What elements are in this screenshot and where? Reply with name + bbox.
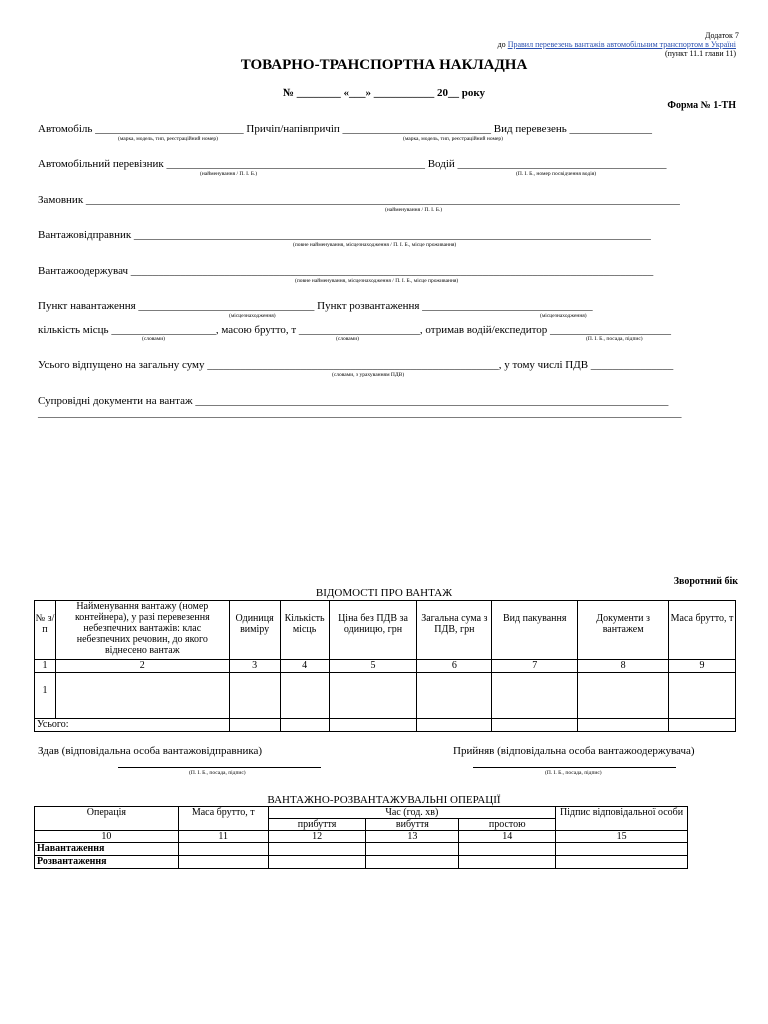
received-signature-line[interactable] <box>473 767 676 768</box>
col-idle: простою <box>459 819 556 831</box>
col-index: 15 <box>556 831 688 843</box>
driver-sign-caption: (П. І. Б., посада, підпис) <box>586 336 643 342</box>
vehicle-caption: (марка, модель, тип, реєстраційний номер) <box>118 136 218 142</box>
ops-cell[interactable] <box>556 856 688 869</box>
shipper-row: Вантажовідправник ______________________________________________________________________________________________ <box>38 229 651 241</box>
total-cell[interactable] <box>329 719 417 732</box>
total-label: Усього: <box>35 719 230 732</box>
carrier-row: Автомобільний перевізник _______________________________________________ Водій ______________________________________ <box>38 158 667 170</box>
col-index: 11 <box>178 831 268 843</box>
loading-caption: (місцезнаходження) <box>229 313 276 319</box>
col-index: 13 <box>366 831 459 843</box>
table-row <box>35 843 688 856</box>
col-index: 3 <box>229 660 280 673</box>
col-departure: вибуття <box>366 819 459 831</box>
reverse-side-label: Зворотний бік <box>673 576 738 587</box>
handed-signature-line[interactable] <box>118 767 321 768</box>
ops-header-row <box>35 807 688 819</box>
col-index: 1 <box>35 660 56 673</box>
total-cell[interactable] <box>280 719 329 732</box>
row-unloading: Розвантаження <box>35 856 179 869</box>
col-unit: Одиниця виміру <box>229 601 280 660</box>
col-documents: Документи з вантажем <box>578 601 669 660</box>
mass-caption: (словами) <box>336 336 359 342</box>
unloading-caption: (місцезнаходження) <box>540 313 587 319</box>
cargo-cell[interactable] <box>329 673 417 719</box>
point-label: (пункт 11.1 глави 11) <box>664 49 736 58</box>
col-index: 9 <box>669 660 736 673</box>
col-places: Кількість місць <box>280 601 329 660</box>
loading-point-row: Пункт навантаження ________________________________ Пункт розвантаження _______________________________ <box>38 300 593 312</box>
form-label: Форма № 1-ТН <box>667 100 736 111</box>
places-row: кількість місць ___________________, масою брутто, т ______________________, отримав водій/експедитор ______________________ <box>38 324 672 336</box>
cargo-section-title: ВІДОМОСТІ ПРО ВАНТАЖ <box>315 587 453 599</box>
row-loading: Навантаження <box>35 843 179 856</box>
cargo-cell[interactable] <box>229 673 280 719</box>
col-index: 2 <box>55 660 229 673</box>
vehicle-row: Автомобіль ___________________________ Причіп/напівпричіп ___________________________ Вид перевезень _______________ <box>38 123 653 135</box>
col-index: 8 <box>578 660 669 673</box>
col-index: 5 <box>329 660 417 673</box>
total-sum-caption: (словами, з урахуванням ПДВ) <box>332 372 405 378</box>
ops-cell[interactable] <box>459 856 556 869</box>
cargo-table <box>34 600 736 732</box>
accompanying-docs-line2: _____________________________________________________________________________________________________________________ <box>38 407 682 419</box>
ops-cell[interactable] <box>556 843 688 856</box>
ops-number-row <box>35 831 688 843</box>
ops-cell[interactable] <box>366 856 459 869</box>
total-cell[interactable] <box>578 719 669 732</box>
col-operation: Операція <box>35 807 179 831</box>
rules-link[interactable]: Правил перевезень вантажів автомобільним транспортом в Україні <box>507 40 736 49</box>
total-cell[interactable] <box>492 719 578 732</box>
col-index: 14 <box>459 831 556 843</box>
handed-caption: (П. І. Б., посада, підпис) <box>189 770 246 776</box>
operations-table <box>34 806 688 869</box>
consignee-row: Вантажоодержувач _______________________________________________________________________________________________ <box>38 265 654 277</box>
col-index: 4 <box>280 660 329 673</box>
col-packaging: Вид пакування <box>492 601 578 660</box>
cargo-total-row <box>35 719 736 732</box>
total-cell[interactable] <box>669 719 736 732</box>
col-cargo-name: Найменування вантажу (номер контейнера), у разі перевезення небезпечних вантажів: клас небезпечних речовин, до якого віднесено вантаж <box>55 601 229 660</box>
ops-cell[interactable] <box>268 856 366 869</box>
rules-prefix: до <box>497 40 508 49</box>
handed-over-label: Здав (відповідальна особа вантажовідправника) <box>38 745 263 757</box>
col-signature: Підпис відповідальної особи <box>556 807 688 831</box>
received-caption: (П. І. Б., посада, підпис) <box>545 770 602 776</box>
received-label: Прийняв (відповідальна особа вантажоодержувача) <box>453 745 695 757</box>
ops-cell[interactable] <box>178 856 268 869</box>
col-index: 12 <box>268 831 366 843</box>
total-sum-row: Усього відпущено на загальну суму _____________________________________________________, у тому числі ПДВ _______________ <box>38 359 674 371</box>
accompanying-docs-row: Супровідні документи на вантаж ______________________________________________________________________________________ <box>38 395 669 407</box>
shipper-caption: (повне найменування, місцезнаходження / П. І. Б., місце проживання) <box>293 242 457 248</box>
ops-cell[interactable] <box>366 843 459 856</box>
col-time: Час (год. хв) <box>268 807 556 819</box>
trailer-caption: (марка, модель, тип, реєстраційний номер) <box>403 136 503 142</box>
rules-reference <box>498 40 736 49</box>
cargo-cell[interactable] <box>280 673 329 719</box>
col-index: 10 <box>35 831 179 843</box>
table-row <box>35 856 688 869</box>
col-index: 7 <box>492 660 578 673</box>
col-arrival: прибуття <box>268 819 366 831</box>
ops-cell[interactable] <box>268 843 366 856</box>
customer-caption: (найменування / П. І. Б.) <box>385 207 443 213</box>
cargo-cell[interactable] <box>417 673 492 719</box>
col-index: 6 <box>417 660 492 673</box>
ops-cell[interactable] <box>459 843 556 856</box>
cargo-number-row <box>35 660 736 673</box>
total-cell[interactable] <box>417 719 492 732</box>
col-price: Ціна без ПДВ за одиницю, грн <box>329 601 417 660</box>
places-caption: (словами) <box>142 336 165 342</box>
page-title: ТОВАРНО-ТРАНСПОРТНА НАКЛАДНА <box>240 57 528 73</box>
customer-row: Замовник ____________________________________________________________________________________________________________ <box>38 194 680 206</box>
cargo-cell[interactable] <box>578 673 669 719</box>
col-ops-mass: Маса брутто, т <box>178 807 268 831</box>
cargo-header-row <box>35 601 736 660</box>
col-sum: Загальна сума з ПДВ, грн <box>417 601 492 660</box>
ops-cell[interactable] <box>178 843 268 856</box>
table-row <box>35 673 736 719</box>
document-number-line: № ________ «___» ___________ 20__ року <box>282 87 486 99</box>
cargo-cell[interactable] <box>55 673 229 719</box>
total-cell[interactable] <box>229 719 280 732</box>
cargo-cell[interactable] <box>669 673 736 719</box>
operations-section-title: ВАНТАЖНО-РОЗВАНТАЖУВАЛЬНІ ОПЕРАЦІЇ <box>267 794 501 806</box>
carrier-caption: (найменування / П. І. Б.) <box>200 171 258 177</box>
cargo-cell[interactable] <box>492 673 578 719</box>
col-mass: Маса брутто, т <box>669 601 736 660</box>
consignee-caption: (повне найменування, місцезнаходження / П. І. Б., місце проживання) <box>295 278 459 284</box>
driver-caption: (П. І. Б., номер посвідчення водія) <box>516 171 597 177</box>
col-number: № з/п <box>35 601 56 660</box>
row-number: 1 <box>35 673 56 719</box>
appendix-label: Додаток 7 <box>705 31 739 40</box>
